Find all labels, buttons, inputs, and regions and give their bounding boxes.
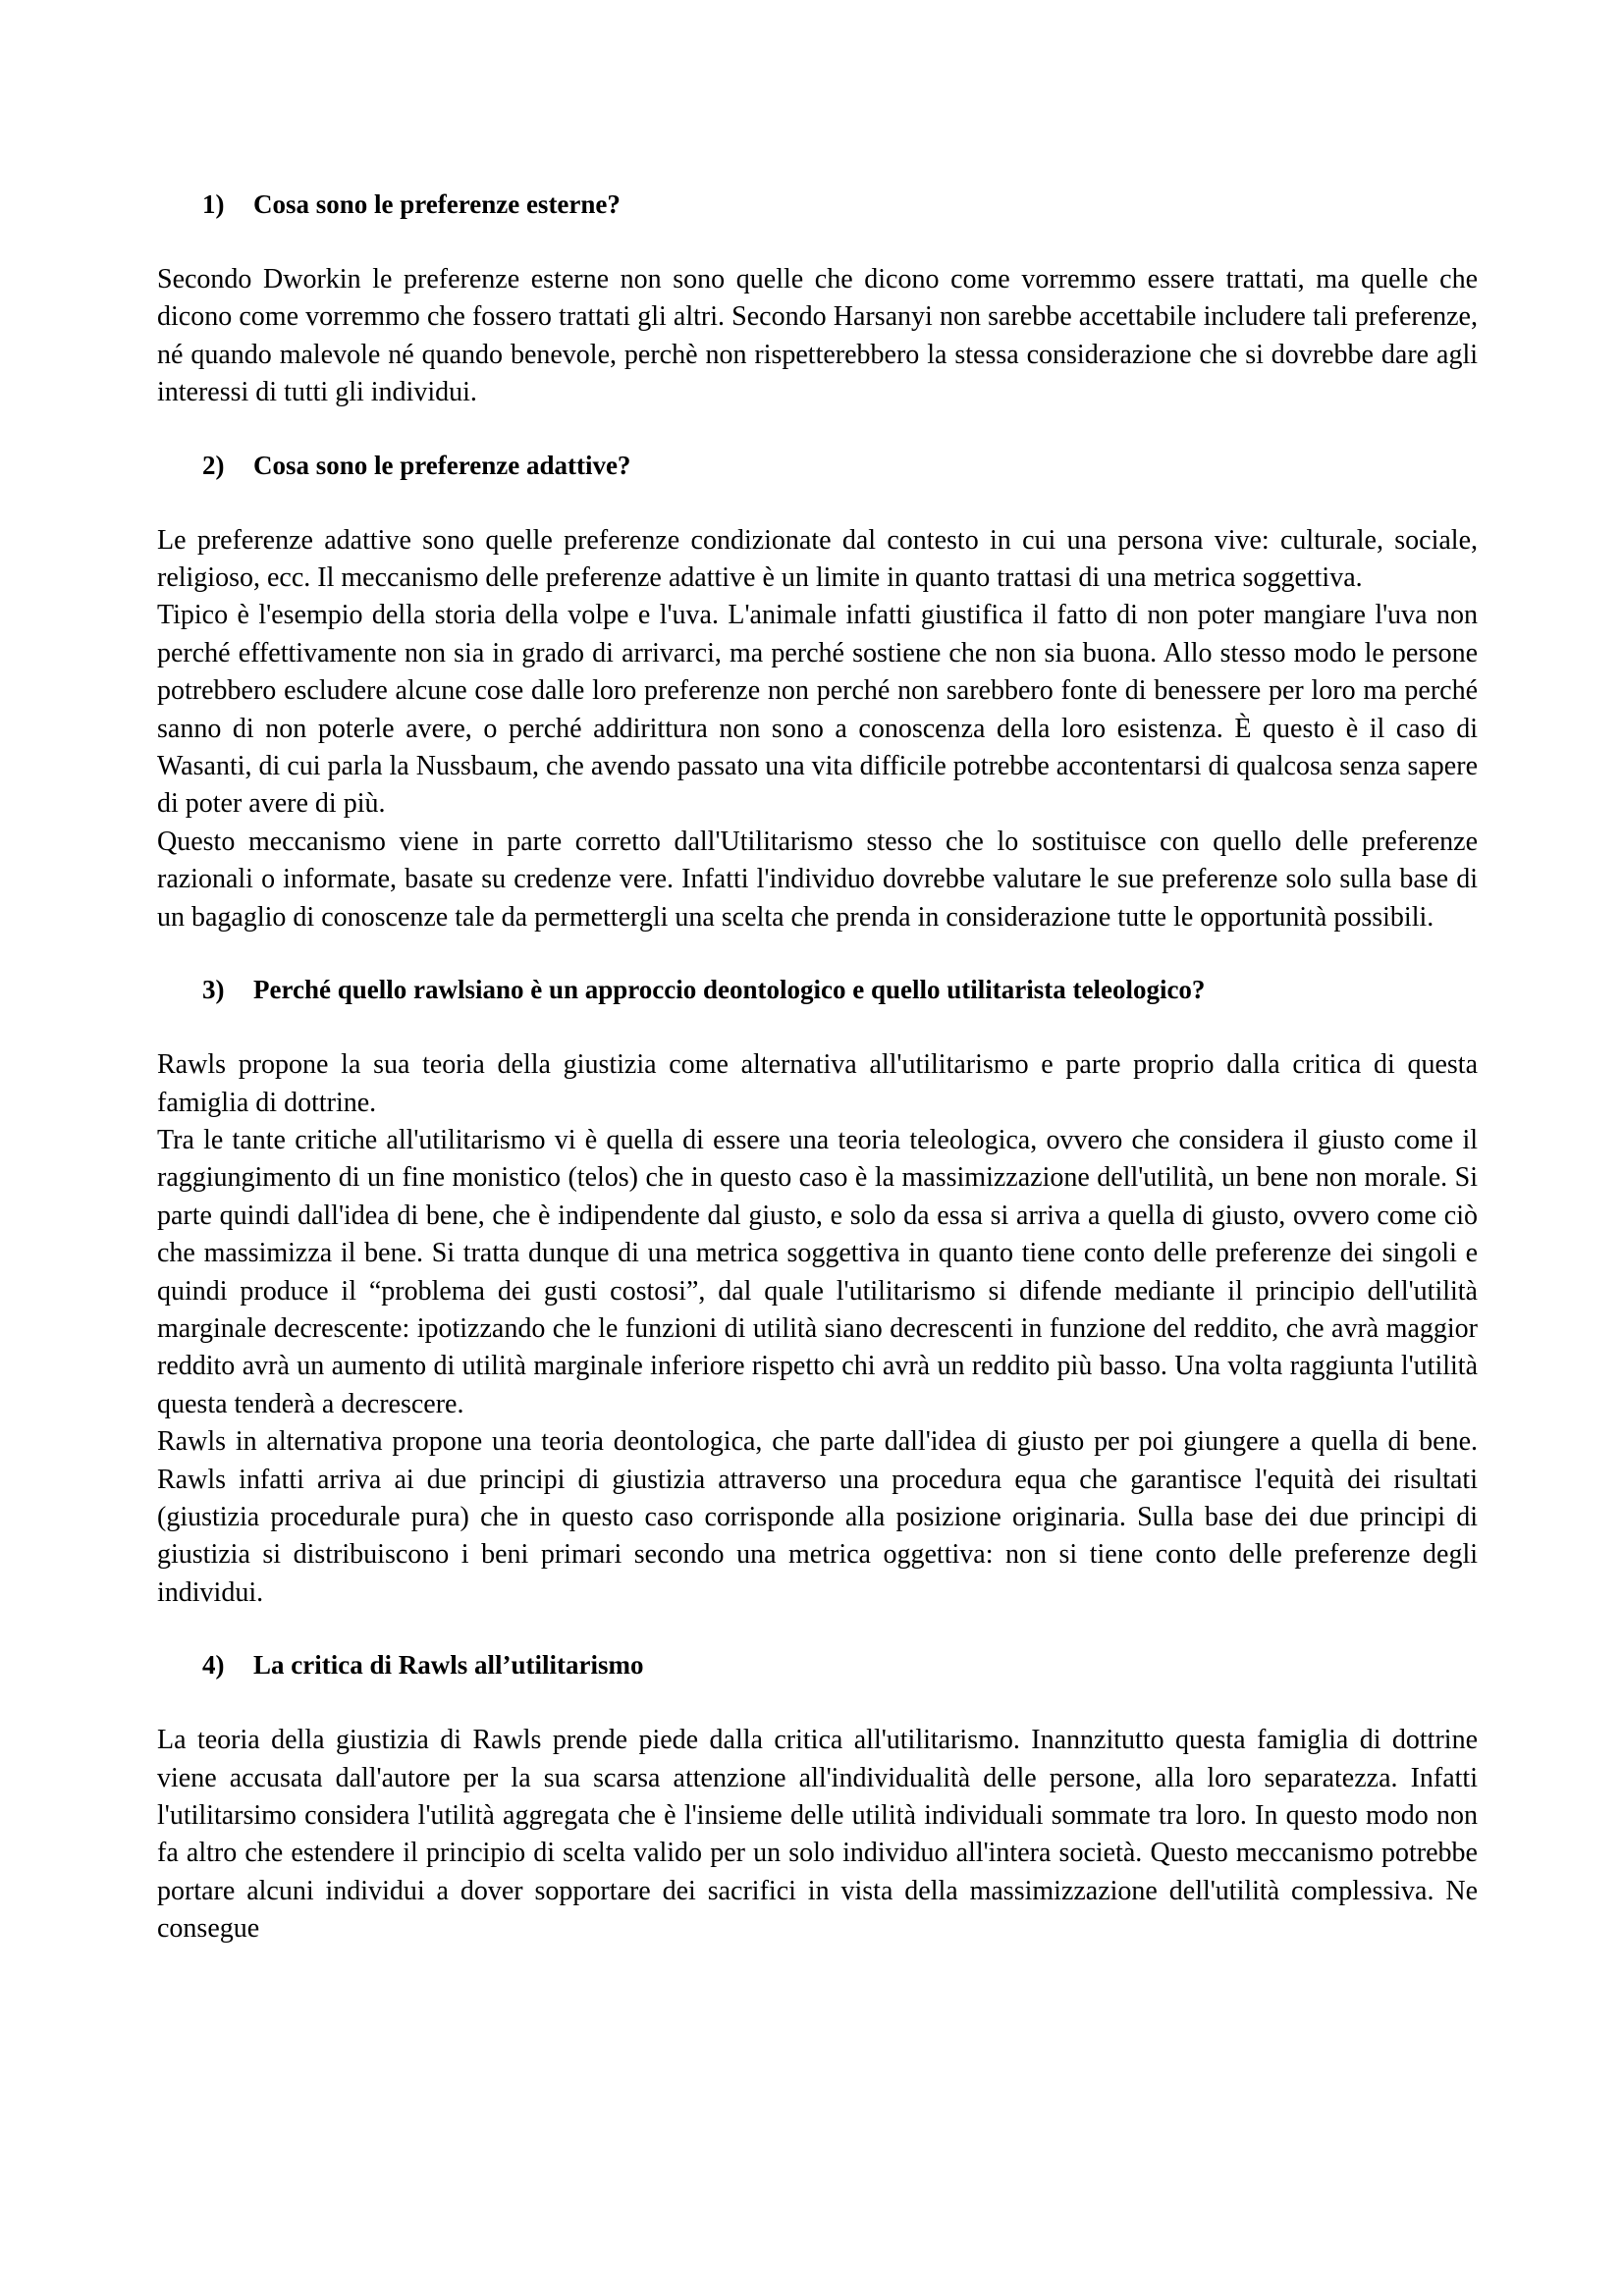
answer-paragraph: Rawls propone la sua teoria della giustizia come alternativa all'utilitarismo e parte proprio dalla critica di questa famiglia di dottrine. (157, 1049, 1478, 1118)
answer-paragraph: Tipico è l'esempio della storia della volpe e l'uva. L'animale infatti giustifica il fatto di non poter mangiare l'uva non perché effettivamente non sia in grado di arrivarci, ma perché sostiene che non sia buona. Allo stesso modo le persone potrebbero escludere alcune cose dalle loro preferenze non perché non sarebbero fonte di benessere per loro ma perché sanno di non poterle avere, o perché addirittura non sono a conoscenza della loro esistenza. È questo è il caso di Wasanti, di cui parla la Nussbaum, che avendo passato una vita difficile potrebbe accontentarsi di qualcosa senza sapere di poter avere di più. (157, 600, 1478, 820)
section-3 (157, 972, 1478, 1612)
question-number: 1) (202, 189, 225, 219)
answer-paragraph: Secondo Dworkin le preferenze esterne non sono quelle che dicono come vorremmo essere trattati, ma quelle che dicono come vorremmo che fossero trattati gli altri. Secondo Harsanyi non sarebbe accettabile includere tali preferenze, né quando malevole né quando benevole, perchè non rispetterebbero la stessa considerazione che si dovrebbe dare agli interessi di tutti gli individui. (157, 264, 1478, 408)
question-heading (157, 1647, 1478, 1682)
question-title: Cosa sono le preferenze esterne? (253, 189, 621, 219)
document-body (157, 187, 1478, 1984)
answer-paragraph: Rawls in alternativa propone una teoria deontologica, che parte dall'idea di giusto per poi giungere a quella di bene. Rawls infatti arriva ai due principi di giustizia attraverso una procedura equa che garantisce l'equità dei risultati (giustizia procedurale pura) che in questo caso corrisponde alla posizione originaria. Sulla base dei due principi di giustizia si distribuiscono i beni primari secondo una metrica oggettiva: non si tiene conto delle preferenze degli individui. (157, 1426, 1478, 1608)
answer-paragraph: La teoria della giustizia di Rawls prende piede dalla critica all'utilitarismo. Inannzitutto questa famiglia di dottrine viene accusata dall'autore per la sua scarsa attenzione all'individualità delle persone, alla loro separatezza. Infatti l'utilitarsimo considera l'utilità aggregata che è l'insieme delle utilità individuali sommate tra loro. In questo modo non fa altro che estendere il principio di scelta valido per un solo individuo all'intera società. Questo meccanismo potrebbe portare alcuni individui a dover sopportare dei sacrifici in vista della massimizzazione dell'utilità complessiva. Ne consegue (157, 1725, 1478, 1945)
answer-paragraph: Le preferenze adattive sono quelle preferenze condizionate dal contesto in cui una persona vive: culturale, sociale, religioso, ecc. Il meccanismo delle preferenze adattive è un limite in quanto trattasi di una metrica soggettiva. (157, 524, 1478, 594)
question-heading (157, 448, 1478, 483)
answer-paragraph: Questo meccanismo viene in parte corretto dall'Utilitarismo stesso che lo sostituisce con quello delle preferenze razionali o informate, basate su credenze vere. Infatti l'individuo dovrebbe valutare le sue preferenze solo sulla base di un bagaglio di conoscenze tale da permettergli una scelta che prenda in considerazione tutte le opportunità possibili. (157, 826, 1478, 933)
question-title: Cosa sono le preferenze adattive? (253, 450, 631, 480)
question-heading (157, 187, 1478, 222)
question-title: La critica di Rawls all’utilitarismo (253, 1650, 644, 1681)
question-number: 3) (202, 975, 225, 1005)
section-4 (157, 1647, 1478, 1948)
question-number: 2) (202, 450, 225, 480)
section-1 (157, 187, 1478, 412)
section-2 (157, 448, 1478, 936)
question-number: 4) (202, 1650, 225, 1681)
question-heading (157, 972, 1478, 1007)
question-title: Perché quello rawlsiano è un approccio deontologico e quello utilitarista teleologico? (253, 975, 1206, 1005)
answer-paragraph: Tra le tante critiche all'utilitarismo vi è quella di essere una teoria teleologica, ovvero che considera il giusto come il raggiungimento di un fine monistico (telos) che in questo caso è la massimizzazione dell'utilità, un bene non morale. Si parte quindi dall'idea di bene, che è indipendente dal giusto, e solo da essa si arriva a quella di giusto, ovvero come ciò che massimizza il bene. Si tratta dunque di una metrica soggettiva in quanto tiene conto delle preferenze dei singoli e quindi produce il “problema dei gusti costosi”, dal quale l'utilitarismo si difende mediante il principio dell'utilità marginale decrescente: ipotizzando che le funzioni di utilità siano decrescenti in funzione del reddito, che avrà maggior reddito avrà un aumento di utilità marginale inferiore rispetto chi avrà un reddito più basso. Una volta raggiunta l'utilità questa tenderà a decrescere. (157, 1124, 1478, 1419)
